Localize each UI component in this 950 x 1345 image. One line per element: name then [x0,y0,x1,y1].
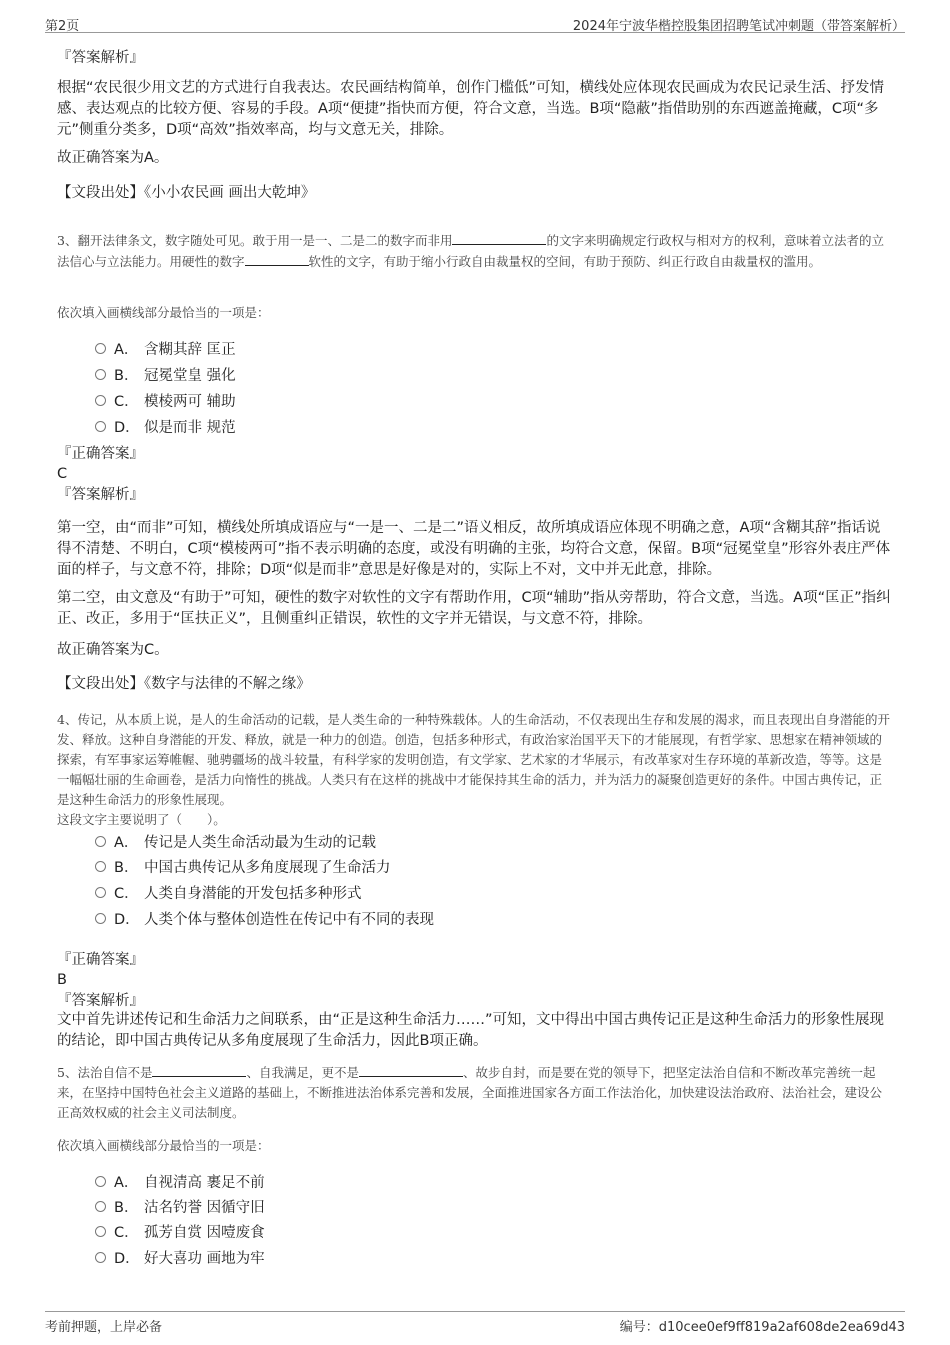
q2-analysis: 根据“农民很少用文艺的方式进行自我表达。农民画结构简单，创作门槛低”可知，横线处应体现农民画成为农民记录生活、抒发情感、表达观点的比较方便、容易的手段。A项“便捷”指快而方便，符合文意，当选。B项“隐蔽”指借助别的东西遮盖掩藏，C项“多元”侧重分类多，D项“高效”指效率高，均与文意无关，排除。 [57,80,885,138]
radio-icon[interactable] [95,836,106,847]
radio-icon[interactable] [95,421,106,432]
q2-source-title: 《小小农民画 画出大乾坤》 [144,185,316,201]
q5-prompt: 依次填入画横线部分最恰当的一项是： [57,1138,270,1153]
option-text: 模棱两可 辅助 [144,394,236,410]
q3-stem-part: 3、翻开法律条文，数字随处可见。敢于用一是一、二是二的数字而非用 [57,233,453,248]
blank [359,1062,463,1077]
option-key: C． [114,394,139,410]
page-number: 第2页 [45,19,80,34]
page-footer [45,1311,905,1336]
q3-option-d[interactable] [95,417,236,439]
q4-prompt: 这段文字主要说明了（ ）。 [57,812,226,827]
option-text: 传记是人类生命活动最为生动的记载 [144,835,376,851]
radio-icon[interactable] [95,887,106,898]
option-text: 好大喜功 画地为牢 [144,1251,265,1267]
q3-source [57,674,892,695]
radio-icon[interactable] [95,395,106,406]
option-key: D． [114,420,140,436]
radio-icon[interactable] [95,343,106,354]
q3-stem-part: 的文字来明确规定行政权与相对方的权利，意味着立法者的立法信心与立法能力。用硬性的数字 [57,233,884,269]
q3-analysis-1: 第一空，由“而非”可知，横线处所填成语应与“一是一、二是二”语义相反，故所填成语应体现不明确之意，A项“含糊其辞”指话说得不清楚、不明白，C项“模棱两可”指不表示明确的态度，或没有明确的主张，均符合文意，保留。B项“冠冕堂皇”形容外表庄严体面的样子，与文意不符，排除；D项“似是而非”意思是好像是对的，实际上不对，文中并无此意，排除。 [57,520,891,578]
radio-icon[interactable] [95,369,106,380]
document-title: 2024年宁波华楷控股集团招聘笔试冲刺题（带答案解析） [572,19,905,34]
q3-stem [57,230,892,272]
option-key: C． [114,886,139,902]
q3-option-c[interactable] [95,391,236,413]
option-text: 自视清高 裹足不前 [144,1175,265,1191]
q3-analysis-label: 『答案解析』 [57,487,144,503]
q5-option-a[interactable] [95,1172,265,1194]
q4-option-c[interactable] [95,883,362,905]
option-text: 人类自身潜能的开发包括多种形式 [144,886,362,902]
q5-option-d[interactable] [95,1248,265,1270]
q3-source-title: 《数字与法律的不解之缘》 [144,676,311,692]
option-key: D． [114,912,140,928]
radio-icon[interactable] [95,913,106,924]
option-text: 似是而非 规范 [144,420,236,436]
option-text: 孤芳自赏 因噎废食 [144,1225,265,1241]
radio-icon[interactable] [95,1252,106,1263]
footer-slogan: 考前押题，上岸必备 [45,1320,163,1335]
option-key: A． [114,1175,139,1191]
radio-icon[interactable] [95,1201,106,1212]
q3-source-label: 【文段出处】 [57,676,144,692]
q4-option-b[interactable] [95,857,391,879]
page-header [45,12,905,33]
q2-source-label: 【文段出处】 [57,185,144,201]
q3-prompt: 依次填入画横线部分最恰当的一项是： [57,305,270,320]
option-text: 含糊其辞 匡正 [144,342,236,358]
option-text: 沽名钓誉 因循守旧 [144,1200,265,1216]
q5-option-c[interactable] [95,1222,265,1244]
q3-stem-part: 软性的文字，有助于缩小行政自由裁量权的空间，有助于预防、纠正行政自由裁量权的滥用。 [308,254,822,269]
q4-stem: 4、传记，从本质上说，是人的生命活动的记载，是人类生命的一种特殊载体。人的生命活动，不仅表现出生存和发展的渴求，而且表现出自身潜能的开发、释放。这种自身潜能的开发、释放，就是一种力的创造。创造，包括多种形式，有政治家治国平天下的才能展现，有哲学家、思想家在精神领域的探索，有军事家运筹帷幄、驰骋疆场的战斗较量，有科学家的发明创造，有文学家、艺术家的才华展示，有改革家对生存环境的革新改造，等等。这是一幅幅壮丽的生命画卷，是活力向惰性的挑战。人类只有在这样的挑战中才能保持其生命的活力，并为活力的凝聚创造更好的条件。中国古典传记，正是这种生命活力的形象性展现。 [57,712,890,807]
option-key: A． [114,835,139,851]
q3-analysis-2: 第二空，由文意及“有助于”可知，硬性的数字对软性的文字有帮助作用，C项“辅助”指从旁帮助，符合文意，当选。A项“匡正”指纠正、改正，多用于“匡扶正义”，且侧重纠正错误，软性的文字并无错误，与文意不符，排除。 [57,590,891,627]
q5-option-b[interactable] [95,1197,265,1219]
q4-analysis-label: 『答案解析』 [57,993,144,1009]
option-key: C． [114,1225,139,1241]
q5-stem [57,1062,892,1123]
q2-conclusion: 故正确答案为A。 [57,150,169,166]
code-value: d10cee0ef9ff819a2af608de2ea69d43 [658,1320,905,1335]
option-key: A． [114,342,139,358]
q4-answer: B [57,972,67,988]
radio-icon[interactable] [95,1226,106,1237]
q3-option-b[interactable] [95,365,236,387]
q4-correct-label: 『正确答案』 [57,952,144,968]
radio-icon[interactable] [95,861,106,872]
q2-analysis-label: 『答案解析』 [57,50,144,66]
q5-stem-part: 、故步自封，而是要在党的领导下，把坚定法治自信和不断改革完善统一起来，在坚持中国特色社会主义道路的基础上，不断推进法治体系完善和发展，全面推进国家各方面工作法治化，加快建设法治政府、法治社会，建设公正高效权威的社会主义司法制度。 [57,1065,883,1120]
q4-option-a[interactable] [95,832,376,854]
q3-correct-label: 『正确答案』 [57,446,144,462]
blank [452,230,546,245]
q3-option-a[interactable] [95,339,236,361]
option-key: B． [114,860,139,876]
option-key: B． [114,1200,139,1216]
blank [152,1062,246,1077]
option-text: 中国古典传记从多角度展现了生命活力 [144,860,391,876]
q3-conclusion: 故正确答案为C。 [57,642,169,658]
blank [245,251,309,266]
option-text: 人类个体与整体创造性在传记中有不同的表现 [144,912,434,928]
option-key: B． [114,368,139,384]
code-label: 编号： [619,1320,659,1335]
q5-stem-part: 、自我满足，更不是 [246,1065,359,1080]
q4-analysis: 文中首先讲述传记和生命活力之间联系，由“正是这种生命活力……”可知，文中得出中国古典传记正是这种生命活力的形象性展现的结论，即中国古典传记从多角度展现了生命活力，因此B项正确。 [57,1012,885,1049]
radio-icon[interactable] [95,1176,106,1187]
document-code [620,1316,905,1335]
q2-source [57,183,892,204]
option-text: 冠冕堂皇 强化 [144,368,236,384]
q3-answer: C [57,466,68,482]
q4-option-d[interactable] [95,909,434,931]
option-key: D． [114,1251,140,1267]
q5-stem-part: 5、法治自信不是 [57,1065,153,1080]
